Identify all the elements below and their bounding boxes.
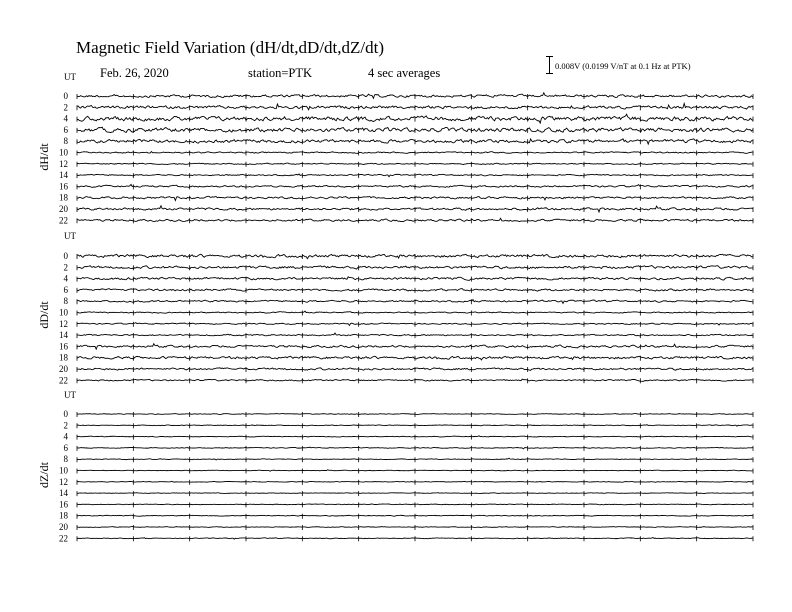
row-label: 6 (63, 442, 68, 453)
panel-ylabel: dZ/dt (37, 462, 51, 488)
row-label: 6 (63, 124, 68, 135)
row-label: 0 (63, 251, 68, 261)
station-label: station=PTK (248, 66, 312, 80)
date-label: Feb. 26, 2020 (100, 66, 169, 80)
panel-ylabel: dD/dt (37, 301, 51, 329)
row-label: 16 (59, 499, 68, 510)
row-label: 4 (63, 113, 68, 124)
row-label: 6 (63, 284, 68, 295)
row-label: 20 (59, 364, 68, 374)
row-label: 8 (63, 296, 68, 307)
row-label: 2 (63, 102, 68, 113)
row-label: 10 (59, 307, 68, 318)
row-label: 4 (63, 431, 68, 442)
ut-axis-label: UT (64, 231, 76, 241)
trace-line (77, 515, 753, 516)
row-label: 22 (59, 215, 68, 226)
row-label: 18 (59, 510, 68, 521)
row-label: 20 (59, 204, 68, 214)
row-label: 16 (59, 181, 68, 192)
row-label: 12 (59, 158, 68, 169)
row-label: 0 (63, 91, 68, 101)
row-label: 10 (59, 465, 68, 476)
row-label: 12 (59, 318, 68, 329)
row-label: 14 (59, 330, 68, 341)
chart-title: Magnetic Field Variation (dH/dt,dD/dt,dZ/dt) (76, 38, 385, 57)
row-label: 0 (63, 409, 68, 419)
ut-axis-label: UT (64, 72, 76, 82)
trace-line (77, 527, 753, 528)
row-label: 18 (59, 192, 68, 203)
row-label: 8 (63, 454, 68, 465)
row-label: 14 (59, 488, 68, 499)
row-label: 12 (59, 476, 68, 487)
row-label: 10 (59, 147, 68, 158)
row-label: 2 (63, 420, 68, 431)
row-label: 20 (59, 522, 68, 532)
row-label: 14 (59, 170, 68, 181)
panel-ylabel: dH/dt (37, 143, 51, 171)
row-label: 4 (63, 273, 68, 284)
trace-line (77, 504, 753, 505)
row-label: 22 (59, 533, 68, 544)
averaging-label: 4 sec averages (368, 66, 441, 80)
row-label: 2 (63, 262, 68, 273)
row-label: 22 (59, 375, 68, 386)
row-label: 18 (59, 352, 68, 363)
ut-axis-label: UT (64, 390, 76, 400)
scale-label: 0.008V (0.0199 V/nT at 0.1 Hz at PTK) (555, 61, 691, 71)
row-label: 8 (63, 136, 68, 147)
row-label: 16 (59, 341, 68, 352)
